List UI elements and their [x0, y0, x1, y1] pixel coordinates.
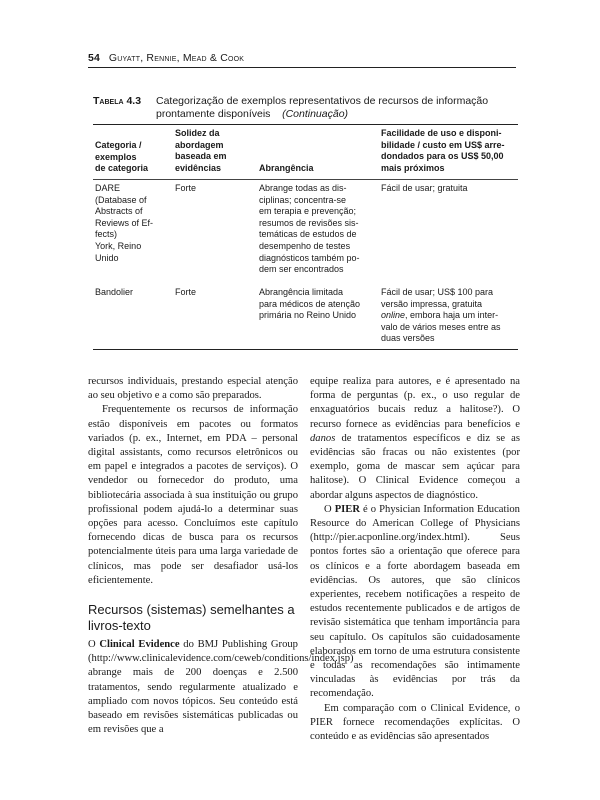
header-divider	[88, 67, 516, 68]
table-cell-strength: Forte	[175, 183, 197, 193]
paragraph: recursos individuais, prestando especial atenção ao seu objetivo e a como são preparados.	[88, 376, 298, 402]
right-column	[310, 375, 520, 744]
table-caption	[93, 95, 518, 121]
table-cell-ease: Fácil de usar; gratuita	[381, 183, 468, 193]
table-cell-category: Bandolier	[95, 287, 134, 297]
table-label: Tabela 4.3	[93, 95, 142, 107]
paragraph: Frequentemente os recursos de informação estão disponíveis em pacotes ou formatos variados (p. ex., Internet, em PDA – personal digital assistants, como recursos eletrônicos ou em papel e integrados a pacotes de serviços). O vendedor ou fornecedor do produto, uma bibliotecária associada à sua instituição ou grupo profissional podem ajudá-lo a determinar suas opções para acesso. Concluímos este capítulo fornecendo dicas de busca para os recursos potencialmente úteis para uma larga variedade de clínicos, mas pode ser desafiador usá-los eficientemente.	[88, 404, 298, 586]
resource-name: PIER	[334, 503, 361, 515]
table-cell-ease: Fácil de usar; US$ 100 para versão impressa, gratuita online, embora haja um inter- valo de vários meses entre as duas versões	[381, 287, 501, 344]
running-head-authors: Guyatt, Rennie, Mead & Cook	[108, 52, 245, 64]
table-cell-scope: Abrangência limitada para médicos de atenção primária no Reino Unido	[259, 287, 361, 321]
paragraph: O Clinical Evidence do BMJ Publishing Group (http://www.clinicalevidence.com/ceweb/conditions/index.jsp) abrange mais de 200 doenças e 2.500 tratamentos, sendo regularmente atualizado e ampliado com novos tópicos. Seu conteúdo está baseado em revisões sistemáticas publicadas ou em revisões que a	[88, 639, 354, 736]
table-title-text: Categorização de exemplos representativos de recursos de informação prontamente disponíveis	[156, 95, 489, 120]
table-bottom-rule	[93, 349, 518, 350]
table-title	[156, 95, 511, 121]
table-cell-strength: Forte	[175, 287, 197, 297]
resource-name: Clinical Evidence	[99, 639, 180, 651]
table-header-ease: Facilidade de uso e disponi- bilidade / custo em US$ arre- dondados para os US$ 50,00 mais próximos	[381, 128, 505, 173]
paragraph: equipe realiza para autores, e é apresentado na forma de perguntas (p. ex., o uso regular de enxaguatórios bucais reduz a halitose?). O recurso fornece as evidências para benefícios e danos de tratamentos específicos e diz se as evidências são fracas ou não existentes (por exemplo, goma de mascar sem açúcar para halitose). O Clinical Evidence começou a abordar alguns aspectos de diagnóstico.	[310, 376, 520, 501]
table-top-rule	[93, 124, 518, 125]
table-cell-scope: Abrange todas as dis- ciplinas; concentra-se em terapia e prevenção; resumos de revisões sis- temáticas de estudos de desempenho de testes diagnósticos também po- dem ser encontrados	[259, 183, 360, 275]
table-cell-category: DARE (Database of Abstracts of Reviews of Ef- fects) York, Reino Unido	[95, 183, 154, 263]
page-number: 54	[88, 52, 101, 64]
table-continued: (Continuação)	[282, 108, 349, 120]
table-header-strength: Solidez da abordagem baseada em evidências	[175, 128, 227, 173]
paragraph: O PIER é o Physician Information Education Resource do American College of Physicians (http://pier.acponline.org/index.html). Seus pontos fortes são a orientação que oferece para os clínicos e a forte abordagem baseada em evidências. Os autores, que são clínicos experientes, recebem notificações a respeito de estudos recentemente publicados e de artigos de revisão sistemática que tenham importância para seu capítulo. Os capítulos são cuidadosamente elaborados em torno de uma estrutura consistente e todas as recomendações são intimamente vinculadas às evidências por trás da recomendação.	[310, 503, 520, 700]
running-head	[88, 52, 528, 64]
table-header-scope: Abrangência	[259, 163, 314, 173]
paragraph: Em comparação com o Clinical Evidence, o PIER fornece recomendações explícitas. O conteúdo e as evidências são apresentados	[310, 702, 520, 743]
table-header-category: Categoria / exemplos de categoria	[95, 140, 149, 174]
table-header-rule	[93, 179, 518, 180]
section-heading: Recursos (sistemas) semelhantes a livros-texto	[88, 602, 295, 634]
